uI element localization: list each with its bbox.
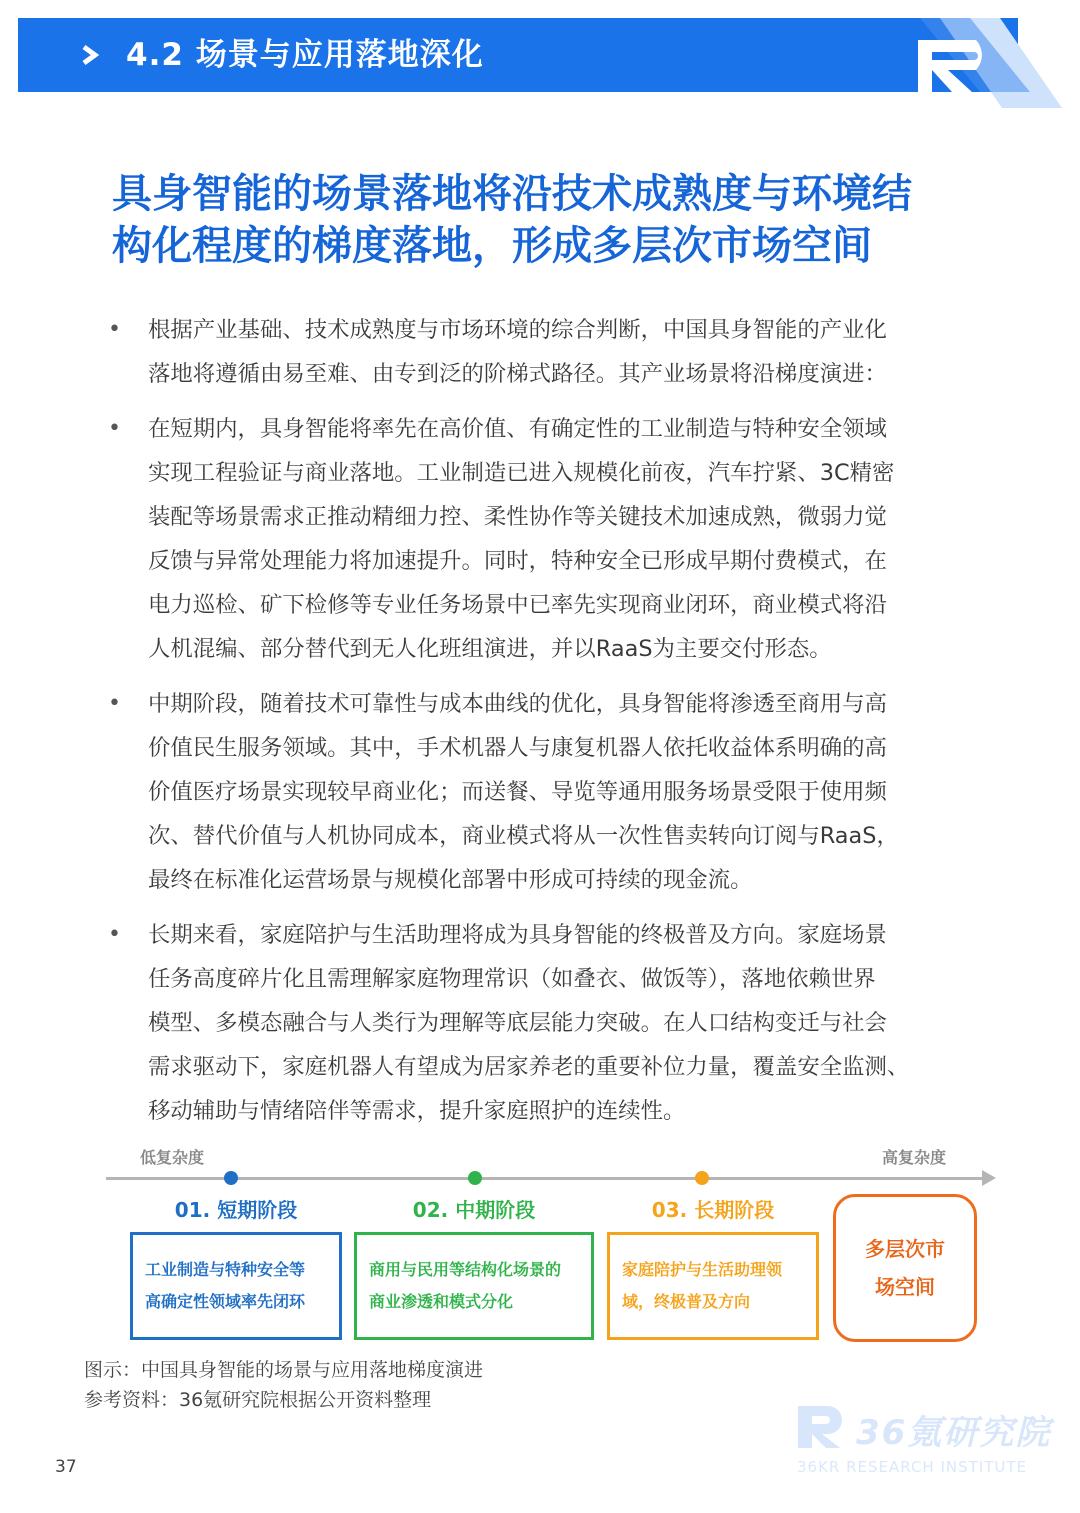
timeline-axis bbox=[106, 1177, 986, 1180]
stage-box-line: 高确定性领域率先闭环 bbox=[145, 1292, 306, 1311]
result-box bbox=[833, 1194, 977, 1342]
stage-box-mid bbox=[354, 1232, 594, 1340]
bullet-line: 移动辅助与情绪陪伴等需求，提升家庭照护的连续性。 bbox=[148, 1098, 686, 1124]
stage-box-line: 工业制造与特种安全等 bbox=[145, 1260, 306, 1279]
bullet-list bbox=[108, 308, 988, 1144]
low-complexity-label: 低复杂度 bbox=[140, 1148, 205, 1167]
bullet-line: 实现工程验证与商业落地。工业制造已进入规模化前夜，汽车拧紧、3C精密 bbox=[148, 460, 895, 486]
section-title: 4.2 场景与应用落地深化 bbox=[126, 37, 484, 73]
watermark-subtitle: 36KR RESEARCH INSTITUTE bbox=[797, 1458, 1028, 1476]
bullet-line: 次、替代价值与人机协同成本，商业模式将从一次性售卖转向订阅与RaaS， bbox=[148, 823, 899, 849]
bullet-line: 模型、多模态融合与人类行为理解等底层能力突破。在人口结构变迁与社会 bbox=[148, 1010, 887, 1036]
page-number: 37 bbox=[55, 1457, 77, 1477]
bullet-item bbox=[108, 913, 988, 1133]
arrow-right-icon bbox=[982, 1170, 996, 1186]
stage-title-long: 03. 长期阶段 bbox=[651, 1198, 775, 1222]
r-logo-icon bbox=[880, 18, 1065, 110]
bullet-line: 长期来看，家庭陪护与生活助理将成为具身智能的终极普及方向。家庭场景 bbox=[148, 922, 887, 948]
bullet-line: 价值医疗场景实现较早商业化；而送餐、导览等通用服务场景受限于使用频 bbox=[148, 779, 887, 805]
stage-title-short: 01. 短期阶段 bbox=[174, 1198, 298, 1222]
headline-line: 具身智能的场景落地将沿技术成熟度与环境结 bbox=[112, 171, 912, 217]
watermark-name: 36氪研究院 bbox=[856, 1413, 1052, 1453]
stage-dot bbox=[224, 1171, 238, 1185]
stage-box-line: 家庭陪护与生活助理领 bbox=[622, 1260, 783, 1279]
stage-box-long bbox=[607, 1232, 819, 1340]
bullet-line: 电力巡检、矿下检修等专业任务场景中已率先实现商业闭环，商业模式将沿 bbox=[148, 592, 887, 618]
bullet-item bbox=[108, 308, 988, 396]
figure-caption bbox=[84, 1355, 483, 1415]
high-complexity-label: 高复杂度 bbox=[882, 1148, 947, 1167]
stage-box-line: 商业渗透和模式分化 bbox=[369, 1292, 514, 1311]
bullet-dot-icon: • bbox=[108, 922, 121, 947]
bullet-line: 人机混编、部分替代到无人化班组演进，并以RaaS为主要交付形态。 bbox=[148, 636, 832, 662]
bullet-item bbox=[108, 407, 988, 671]
result-line: 场空间 bbox=[875, 1275, 935, 1299]
bullet-line: 装配等场景需求正推动精细力控、柔性协作等关键技术加速成熟，微弱力觉 bbox=[148, 504, 887, 530]
stage-dot bbox=[695, 1171, 709, 1185]
stage-box-short bbox=[130, 1232, 342, 1340]
bullet-line: 落地将遵循由易至难、由专到泛的阶梯式路径。其产业场景将沿梯度演进： bbox=[148, 361, 887, 387]
bullet-line: 任务高度碎片化且需理解家庭物理常识（如叠衣、做饭等），落地依赖世界 bbox=[148, 966, 876, 992]
bullet-dot-icon: • bbox=[108, 416, 121, 441]
bullet-line: 价值民生服务领域。其中，手术机器人与康复机器人依托收益体系明确的高 bbox=[148, 735, 887, 761]
bullet-line: 在短期内，具身智能将率先在高价值、有确定性的工业制造与特种安全领域 bbox=[148, 416, 887, 442]
stage-title-mid: 02. 中期阶段 bbox=[412, 1198, 536, 1222]
stage-dot bbox=[468, 1171, 482, 1185]
chevron-right-icon bbox=[80, 44, 102, 66]
figure-title: 图示：中国具身智能的场景与应用落地梯度演进 bbox=[84, 1359, 484, 1381]
bullet-line: 反馈与异常处理能力将加速提升。同时，特种安全已形成早期付费模式，在 bbox=[148, 548, 887, 574]
bullet-line: 需求驱动下，家庭机器人有望成为居家养老的重要补位力量，覆盖安全监测、 bbox=[148, 1054, 910, 1080]
watermark-logo-icon bbox=[796, 1404, 846, 1450]
headline-line: 构化程度的梯度落地，形成多层次市场空间 bbox=[112, 223, 872, 269]
bullet-line: 根据产业基础、技术成熟度与市场环境的综合判断，中国具身智能的产业化 bbox=[148, 317, 887, 343]
header-banner bbox=[18, 18, 1018, 92]
figure-source: 参考资料：36氪研究院根据公开资料整理 bbox=[84, 1389, 432, 1411]
stage-box-line: 域，终极普及方向 bbox=[622, 1292, 751, 1311]
result-line: 多层次市 bbox=[865, 1237, 945, 1261]
bullet-dot-icon: • bbox=[108, 317, 121, 342]
bullet-line: 最终在标准化运营场景与规模化部署中形成可持续的现金流。 bbox=[148, 867, 753, 893]
stage-box-line: 商用与民用等结构化场景的 bbox=[369, 1260, 562, 1279]
page-headline bbox=[112, 168, 992, 272]
bullet-item bbox=[108, 682, 988, 902]
bullet-dot-icon: • bbox=[108, 691, 121, 716]
bullet-line: 中期阶段，随着技术可靠性与成本曲线的优化，具身智能将渗透至商用与高 bbox=[148, 691, 887, 717]
